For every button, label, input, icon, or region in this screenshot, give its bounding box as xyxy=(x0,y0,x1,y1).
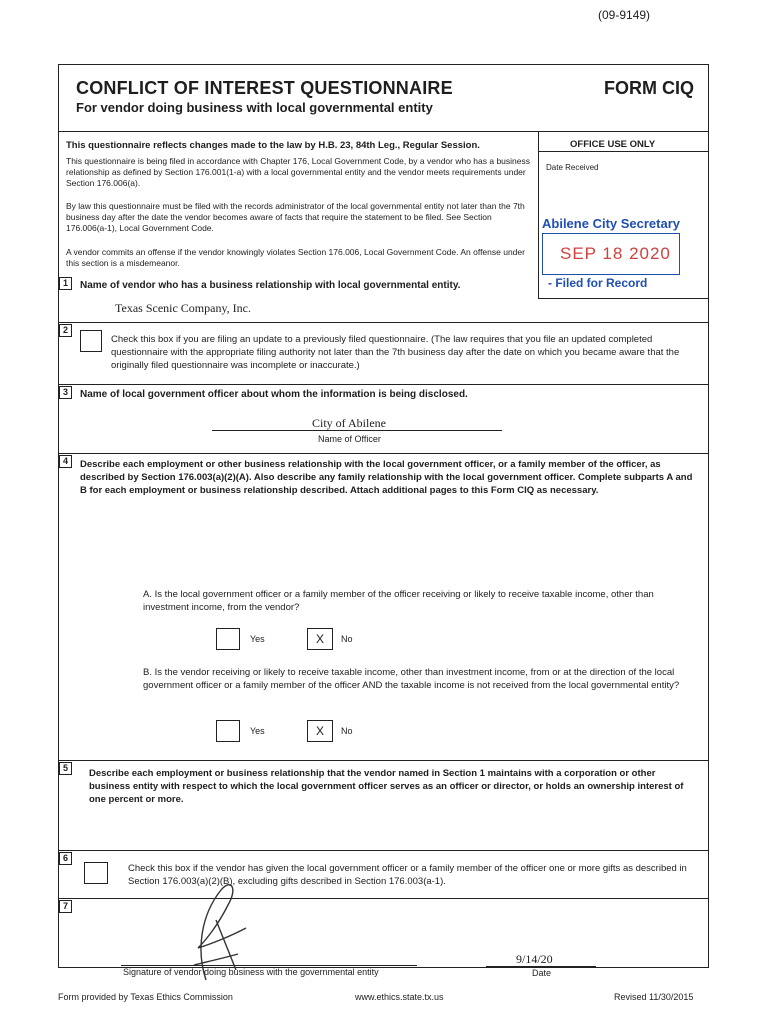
stamp-city-secretary: Abilene City Secretary xyxy=(542,216,681,231)
form-frame xyxy=(58,64,709,968)
office-use-left-border xyxy=(538,131,539,298)
officer-name-caption: Name of Officer xyxy=(318,434,381,444)
question-b-no-checkbox[interactable]: X xyxy=(307,720,333,742)
update-filing-checkbox[interactable] xyxy=(80,330,102,352)
section-divider-6 xyxy=(58,898,709,899)
section-divider-5 xyxy=(58,850,709,851)
question-a-yes-checkbox[interactable] xyxy=(216,628,240,650)
section-3-number: 3 xyxy=(59,386,72,399)
section-1-number: 1 xyxy=(59,277,72,290)
signature-line xyxy=(121,965,417,966)
date-line xyxy=(486,966,596,967)
intro-lead: This questionnaire reflects changes made to the law by H.B. 23, 84th Leg., Regular Session. xyxy=(66,140,480,151)
signature-caption: Signature of vendor doing business with the governmental entity xyxy=(123,967,379,977)
section-2-text: Check this box if you are filing an update to a previously filed questionnaire. (The law requires that you file an updated completed questionnaire with the appropriate filing authority not later than the 7th business day after the date on which you became aware that the originally filed questionnaire was incomplete or inaccurate.) xyxy=(111,334,680,371)
question-a-no-label: No xyxy=(341,634,353,644)
form-number: (09-9149) xyxy=(598,8,651,22)
question-b-text: B. Is the vendor receiving or likely to receive taxable income, other than investment income, from or at the direction of the local government officer or a family member of the officer AND the taxable income is not received from the local governmental entity? xyxy=(143,667,680,691)
section-3-label: Name of local government officer about whom the information is being disclosed. xyxy=(80,389,468,400)
footer-revised: Revised 11/30/2015 xyxy=(614,992,694,1002)
section-4-number: 4 xyxy=(59,455,72,468)
footer-website: www.ethics.state.tx.us xyxy=(355,992,444,1002)
officer-name-value[interactable]: City of Abilene xyxy=(312,416,386,430)
section-1-label: Name of vendor who has a business relationship with local governmental entity. xyxy=(80,280,461,291)
question-b-yes-label: Yes xyxy=(250,726,265,736)
header-divider xyxy=(58,131,709,132)
vendor-name-value[interactable]: Texas Scenic Company, Inc. xyxy=(115,301,252,315)
section-7-number: 7 xyxy=(59,900,72,913)
stamp-filed-for-record: - Filed for Record xyxy=(548,276,648,290)
office-use-divider xyxy=(538,151,709,152)
intro-paragraph-1: This questionnaire is being filed in accordance with Chapter 176, Local Government Code, by a vendor who has a business relationship as defined by Section 176.001(1-a) with a local governmental entity and the vendor meets requirements under Section 176.006(a). xyxy=(66,156,530,188)
signature-date-value[interactable]: 9/14/20 xyxy=(516,952,553,966)
question-a-text: A. Is the local government officer or a family member of the officer receiving or likely to receive taxable income, other than investment income, from the vendor? xyxy=(143,589,654,613)
section-4-text: Describe each employment or other business relationship with the local government officer, or a family member of the officer, as described by Section 176.003(a)(2)(A). Also describe any family relationship with the local government officer. Complete subparts A and B for each employment or business relationship described. Attach additional pages to this Form CIQ as necessary. xyxy=(80,459,693,496)
section-5-text: Describe each employment or business relationship that the vendor named in Section 1 maintains with a corporation or other business entity with respect to which the local government officer serves as an officer or director, or holds an ownership interest of one percent or more. xyxy=(89,768,684,805)
question-a-yes-label: Yes xyxy=(250,634,265,644)
date-received-label: Date Received xyxy=(546,163,599,172)
intro-paragraph-3: A vendor commits an offense if the vendor knowingly violates Section 176.006, Local Government Code. An offense under this section is a misdemeanor. xyxy=(66,247,525,268)
footer-provided-by: Form provided by Texas Ethics Commission xyxy=(58,992,233,1002)
section-2-number: 2 xyxy=(59,324,72,337)
section-6-text: Check this box if the vendor has given the local government officer or a family member of the officer one or more gifts as described in Section 176.003(a)(2)(B), excluding gifts described in Section 176.003(a-1). xyxy=(128,863,687,887)
question-b-no-label: No xyxy=(341,726,353,736)
section-divider-4 xyxy=(58,760,709,761)
section-6-number: 6 xyxy=(59,852,72,865)
stamp-date: SEP 18 2020 xyxy=(560,244,671,263)
form-title: CONFLICT OF INTEREST QUESTIONNAIRE xyxy=(76,78,453,98)
section-divider-2 xyxy=(58,384,709,385)
gifts-checkbox[interactable] xyxy=(84,862,108,884)
section-divider-1 xyxy=(58,322,709,323)
intro-paragraph-2: By law this questionnaire must be filed with the records administrator of the local governmental entity not later than the 7th business day after the date the vendor becomes aware of facts that require the statement to be filed. See Section 176.006(a-1), Local Government Code. xyxy=(66,201,525,233)
officer-name-line xyxy=(212,430,502,431)
office-use-bottom xyxy=(538,298,709,299)
form-code: FORM CIQ xyxy=(604,78,694,98)
office-use-heading: OFFICE USE ONLY xyxy=(570,139,656,150)
section-5-number: 5 xyxy=(59,762,72,775)
date-caption: Date xyxy=(532,968,552,978)
form-subtitle: For vendor doing business with local governmental entity xyxy=(76,100,433,115)
question-b-yes-checkbox[interactable] xyxy=(216,720,240,742)
question-a-no-checkbox[interactable]: X xyxy=(307,628,333,650)
section-divider-3 xyxy=(58,453,709,454)
